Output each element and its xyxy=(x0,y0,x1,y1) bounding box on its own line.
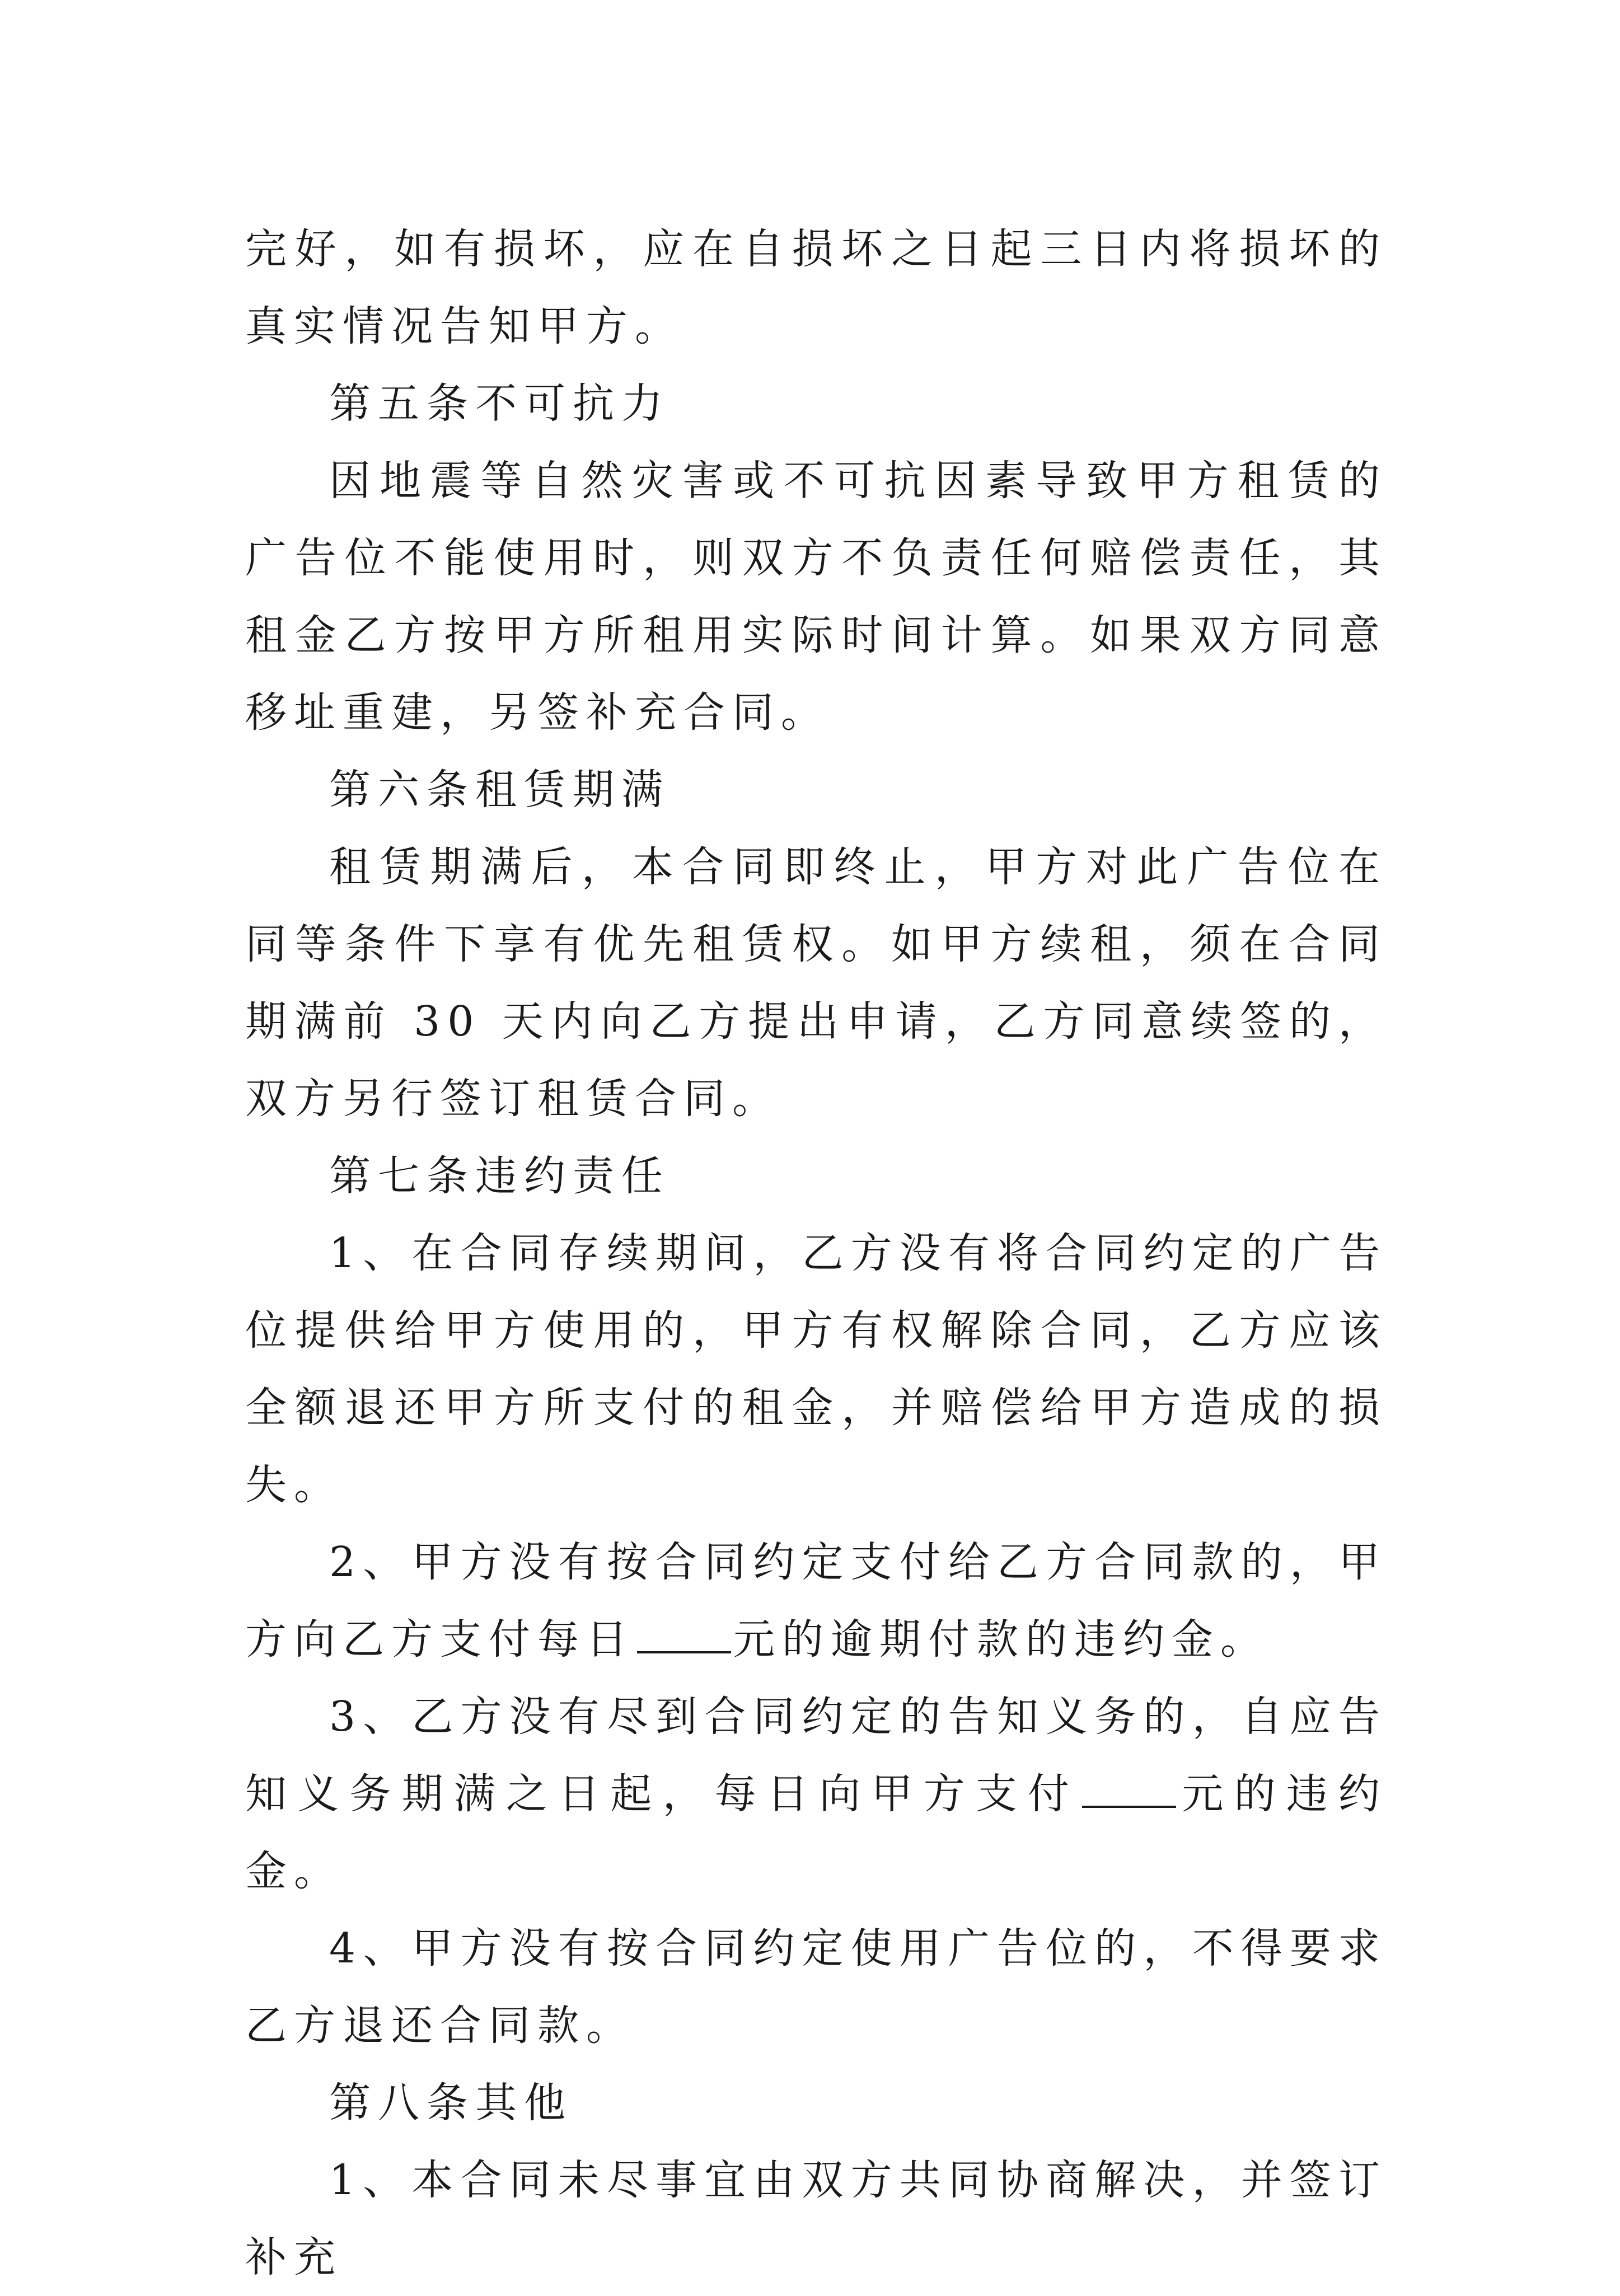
article-7-clause-1: 1、在合同存续期间，乙方没有将合同约定的广告位提供给甲方使用的，甲方有权解除合同，乙方应该全额退还甲方所支付的租金，并赔偿给甲方造成的损失。 xyxy=(245,1229,1387,1509)
clause-2-text-before: 2、甲方没有按合同约定支付给乙方合同款的，甲方向乙方支付每日 xyxy=(245,1538,1387,1664)
article-7-clause-4: 4、甲方没有按合同约定使用广告位的，不得要求乙方退还合同款。 xyxy=(245,1924,1387,2050)
document-body xyxy=(245,210,1387,2296)
article-5-heading: 第五条不可抗力 xyxy=(329,379,670,428)
article-8-clause-1: 1、本合同未尽事宜由双方共同协商解决，并签订补充 xyxy=(245,2156,1387,2281)
article-6-paragraph: 租赁期满后，本合同即终止，甲方对此广告位在同等条件下享有优先租赁权。如甲方续租，须在合同期满前 30 天内向乙方提出申请，乙方同意续签的，双方另行签订租赁合同。 xyxy=(245,843,1387,1123)
clause-3-text-after: 元的违约金。 xyxy=(245,1770,1388,1895)
fill-in-blank[interactable] xyxy=(637,1618,731,1653)
article-5-paragraph: 因地震等自然灾害或不可抗因素导致甲方租赁的广告位不能使用时，则双方不负责任何赔偿责任，其租金乙方按甲方所租用实际时间计算。如果双方同意移址重建，另签补充合同。 xyxy=(245,457,1387,737)
paragraph-continuation: 完好，如有损坏，应在自损坏之日起三日内将损坏的真实情况告知甲方。 xyxy=(245,225,1387,350)
article-8-heading: 第八条其他 xyxy=(329,2079,573,2127)
clause-3-text-before: 3、乙方没有尽到合同约定的告知义务的，自应告知义务期满之日起，每日向甲方支付 xyxy=(245,1693,1387,1818)
clause-2-text-after: 元的逾期付款的违约金。 xyxy=(733,1615,1269,1664)
article-7-clause-2 xyxy=(245,1524,1387,1678)
article-7-heading: 第七条违约责任 xyxy=(329,1152,670,1200)
article-7-clause-3 xyxy=(245,1678,1387,1910)
fill-in-blank[interactable] xyxy=(1082,1772,1176,1808)
article-6-heading: 第六条租赁期满 xyxy=(329,766,670,814)
